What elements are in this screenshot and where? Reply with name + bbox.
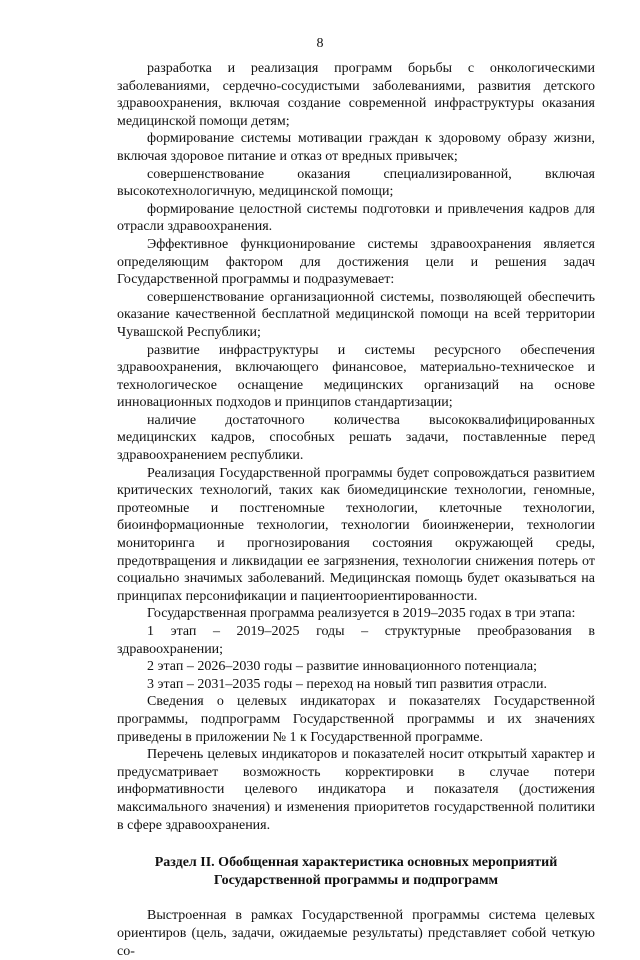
paragraph: совершенствование оказания специализированной, включая высокотехнологичную, медицинской помощи;: [117, 166, 595, 200]
paragraph: развитие инфраструктуры и системы ресурсного обеспечения здравоохранения, включающего финансовое, материально-техническое и технологическое оснащение медицинских организаций на основе инновационных подходов и принципов стандартизации;: [117, 342, 595, 411]
paragraph: Эффективное функционирование системы здравоохранения является определяющим фактором для достижения цели и решения задач Государственной программы и подразумевает:: [117, 236, 595, 288]
paragraph: Выстроенная в рамках Государственной программы система целевых ориентиров (цель, задачи, ожидаемые результаты) представляет собой четкую со-: [117, 908, 595, 959]
page-number: 8: [316, 36, 324, 51]
paragraph: наличие достаточного количества высококвалифицированных медицинских кадров, способных решать задачи, поставленные перед здравоохранением республики.: [117, 412, 595, 464]
paragraph: разработка и реализация программ борьбы с онкологическими заболеваниями, сердечно-сосудистыми заболеваниями, развития детского здравоохранения, включая создание современной инфраструктуры оказания медицинской помощи детям;: [117, 61, 595, 129]
paragraph: формирование системы мотивации граждан к здоровому образу жизни, включая здоровое питание и отказ от вредных привычек;: [117, 131, 595, 164]
section-heading-line-1: Раздел II. Обобщенная характеристика основных мероприятий: [154, 855, 558, 871]
paragraph: 2 этап – 2026–2030 годы – развитие инновационного потенциала;: [147, 659, 538, 675]
paragraph: 3 этап – 2031–2035 годы – переход на новый тип развития отрасли.: [147, 676, 547, 692]
section-heading-line-2: Государственной программы и подпрограмм: [213, 872, 499, 888]
paragraph: совершенствование организационной системы, позволяющей обеспечить оказание качественной бесплатной медицинской помощи на всей территории Чувашской Республики;: [117, 289, 595, 340]
paragraph: 1 этап – 2019–2025 годы – структурные преобразования в здравоохранении;: [117, 624, 595, 657]
paragraph: Сведения о целевых индикаторах и показателях Государственной программы, подпрограмм Государственной программы и их значениях приведены в приложении № 1 к Государственной программе.: [117, 694, 595, 745]
paragraph: Реализация Государственной программы будет сопровождаться развитием критических технологий, таких как биомедицинские технологии, геномные, протеомные и постгеномные технологии, клеточные технологии, биоинформационные технологии, технологии биоинженерии, технологии мониторинга и прогнозирования состояния окружающей среды, предотвращения и ликвидации ее загрязнения, технологии снижения потерь от социально значимых заболеваний. Медицинская помощь будет оказываться на принципах персонификации и пациентоориентированности.: [117, 465, 595, 604]
paragraph: формирование целостной системы подготовки и привлечения кадров для отрасли здравоохранения.: [117, 201, 595, 235]
document-body: [117, 60, 595, 960]
section-heading: [117, 854, 595, 889]
paragraph: Государственная программа реализуется в 2019–2035 годах в три этапа:: [147, 606, 576, 622]
paragraph: Перечень целевых индикаторов и показателей носит открытый характер и предусматривает возможность корректировки в случае потери информативности целевого индикатора и показателя (достижения максимального значения) и изменения приоритетов государственной политики в сфере здравоохранения.: [117, 747, 595, 833]
